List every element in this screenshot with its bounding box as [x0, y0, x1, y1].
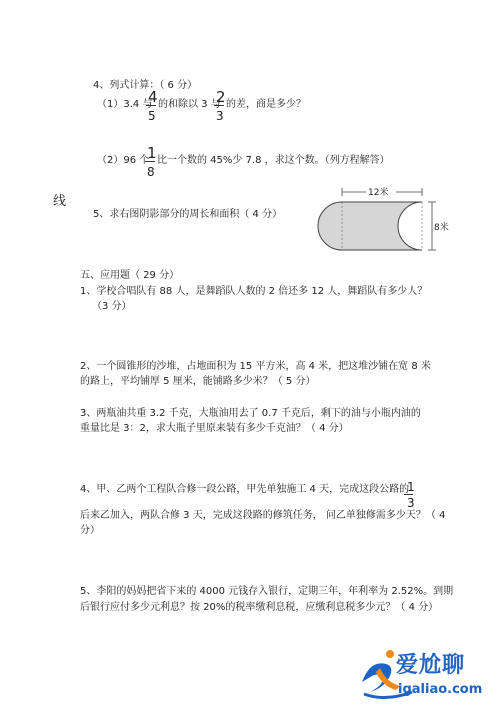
- q4-1-fraction2-numerator: 2: [216, 88, 226, 106]
- problem-2-line-2: 的路上，平均铺厚 5 厘米，能铺路多少米？（ 5 分）: [80, 376, 316, 387]
- problem-3-line-1: 3、两瓶油共重 3.2 千克，大瓶油用去了 0.7 千克后，剩下的油与小瓶内油的: [80, 408, 421, 419]
- shaded-region: [318, 202, 422, 250]
- problem-4-fraction-bar: [404, 494, 413, 495]
- problem-4-line-2: 后来乙加入，两队合修 3 天，完成这段路的修筑任务， 问乙单独修需多少天？（ 4: [80, 510, 446, 521]
- height-label: 8米: [434, 223, 449, 233]
- problem-4-fraction-denominator: 3: [407, 496, 415, 510]
- watermark-url: igaliao.com: [398, 682, 483, 697]
- problem-4-fraction-numerator: 1: [407, 480, 415, 494]
- q4-1-fraction1-numerator: 4: [148, 88, 158, 106]
- problem-1-line-1: 1、学校合唱队有 88 人，是舞蹈队人数的 2 倍还多 12 人，舞蹈队有多少人？: [80, 286, 428, 297]
- q5-shaded-figure: [304, 180, 464, 270]
- problem-5-line-1: 5、李阳的妈妈把省下来的 4000 元钱存入银行，定期三年，年利率为 2.52%。到期: [80, 586, 454, 597]
- watermark-brand: 爱尬聊: [396, 653, 466, 678]
- problem-3-line-2: 重量比是 3：2，求大瓶子里原来装有多少千克油？（ 4 分）: [80, 423, 349, 434]
- q4-1-fraction1-denominator: 5: [148, 109, 156, 123]
- q4-2-text-post: 比一个数的 45%少 7.8 ，求这个数。（列方程解答）: [157, 155, 390, 166]
- section-5-heading: 五、应用题（ 29 分）: [80, 270, 180, 281]
- problem-1-line-2: （3 分）: [92, 301, 132, 312]
- width-label: 12米: [368, 188, 389, 198]
- q4-2-fraction-bar: [145, 161, 155, 162]
- binding-line-mark: 线: [53, 194, 67, 209]
- q4-2-fraction-numerator: 1: [147, 144, 157, 162]
- q4-1-fraction2-denominator: 3: [216, 109, 224, 123]
- q4-1-text-pre: （1）3.4 与: [97, 99, 153, 110]
- q4-1-text-mid: 的和除以 3 与: [158, 99, 221, 110]
- problem-2-line-1: 2、一个圆锥形的沙堆，占地面积为 15 平方米，高 4 米，把这堆沙铺在宽 8 米: [80, 361, 431, 372]
- q4-1-fraction2-bar: [214, 105, 224, 106]
- section-4-heading: 4、列式计算：（ 6 分）: [93, 80, 198, 91]
- q4-1-fraction1-bar: [146, 105, 156, 106]
- q5-geometry-question: 5、求右图阴影部分的周长和面积（ 4 分）: [93, 209, 283, 220]
- q4-1-text-post: 的差，商是多少？: [226, 99, 306, 110]
- problem-4-line-1: 4、甲、乙两个工程队合修一段公路，甲先单独施工 4 天，完成这段公路的: [80, 484, 410, 495]
- problem-4-line-3: 分）: [80, 525, 100, 536]
- watermark-logo: [356, 642, 496, 704]
- q4-2-text-pre: （2）96 个: [97, 155, 150, 166]
- q4-2-fraction-denominator: 8: [147, 165, 155, 179]
- problem-5-line-2: 后银行应付多少元利息？按 20%的税率缴利息税，应缴利息税多少元？（ 4 分）: [80, 602, 439, 613]
